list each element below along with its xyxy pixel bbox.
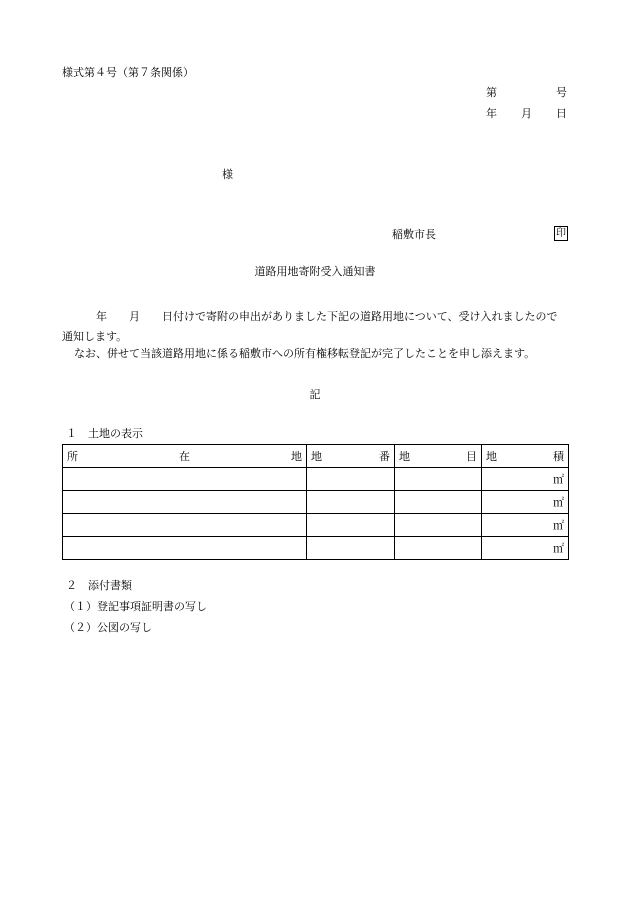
seal-box: 印 xyxy=(556,228,566,239)
issuer-name: 稲敷市長 xyxy=(392,228,436,241)
document-title: 道路用地寄附受入通知書 xyxy=(254,265,376,278)
document-date xyxy=(486,108,567,119)
cell-area xyxy=(482,537,569,560)
p1-text: 日付けで寄附の申出がありました下記の道路用地について、受け入れましたので通知します。 xyxy=(62,310,558,343)
doc-number-prefix: 第 xyxy=(486,86,497,99)
cell-land-category xyxy=(395,468,482,491)
cell-location xyxy=(63,514,307,537)
ki-heading: 記 xyxy=(309,388,321,401)
body-paragraph-2: なお、併せて当該道路用地に係る稲敷市への所有権移転登記が完了したことを申し添えます。 xyxy=(74,347,536,360)
cell-area xyxy=(482,514,569,537)
header-land-category: 地 目 xyxy=(395,445,482,468)
cell-location xyxy=(63,537,307,560)
header-lot-number: 地 番 xyxy=(307,445,395,468)
table-row xyxy=(63,537,569,560)
area-unit: ㎡ xyxy=(553,518,564,532)
body-paragraph-1 xyxy=(62,307,568,347)
cell-location xyxy=(63,468,307,491)
cell-lot-number xyxy=(307,537,395,560)
form-number: 様式第４号（第７条関係） xyxy=(62,66,194,79)
area-unit: ㎡ xyxy=(553,472,564,486)
date-day: 日 xyxy=(556,107,567,120)
table-row xyxy=(63,468,569,491)
cell-land-category xyxy=(395,491,482,514)
header-location: 所 在 地 xyxy=(63,445,307,468)
land-table xyxy=(62,444,569,560)
date-month: 月 xyxy=(521,107,532,120)
cell-area xyxy=(482,491,569,514)
table-row xyxy=(63,514,569,537)
document-number xyxy=(486,87,567,98)
section-1-heading: １ 土地の表示 xyxy=(66,427,143,440)
area-unit: ㎡ xyxy=(553,541,564,555)
p1-year: 年 xyxy=(96,310,107,323)
cell-lot-number xyxy=(307,514,395,537)
section-2-heading: ２ 添付書類 xyxy=(66,579,132,592)
area-unit: ㎡ xyxy=(553,495,564,509)
cell-land-category xyxy=(395,537,482,560)
land-table-header xyxy=(63,445,569,468)
cell-location xyxy=(63,491,307,514)
date-year: 年 xyxy=(486,107,497,120)
cell-land-category xyxy=(395,514,482,537)
p1-month: 月 xyxy=(129,310,140,323)
attachment-item-1: （１）登記事項証明書の写し xyxy=(64,600,207,613)
header-area: 地 積 xyxy=(482,445,569,468)
table-row xyxy=(63,491,569,514)
cell-lot-number xyxy=(307,491,395,514)
addressee-suffix: 様 xyxy=(222,168,233,181)
doc-number-suffix: 号 xyxy=(556,86,567,99)
cell-lot-number xyxy=(307,468,395,491)
cell-area xyxy=(482,468,569,491)
attachment-item-2: （２）公図の写し xyxy=(64,621,152,634)
